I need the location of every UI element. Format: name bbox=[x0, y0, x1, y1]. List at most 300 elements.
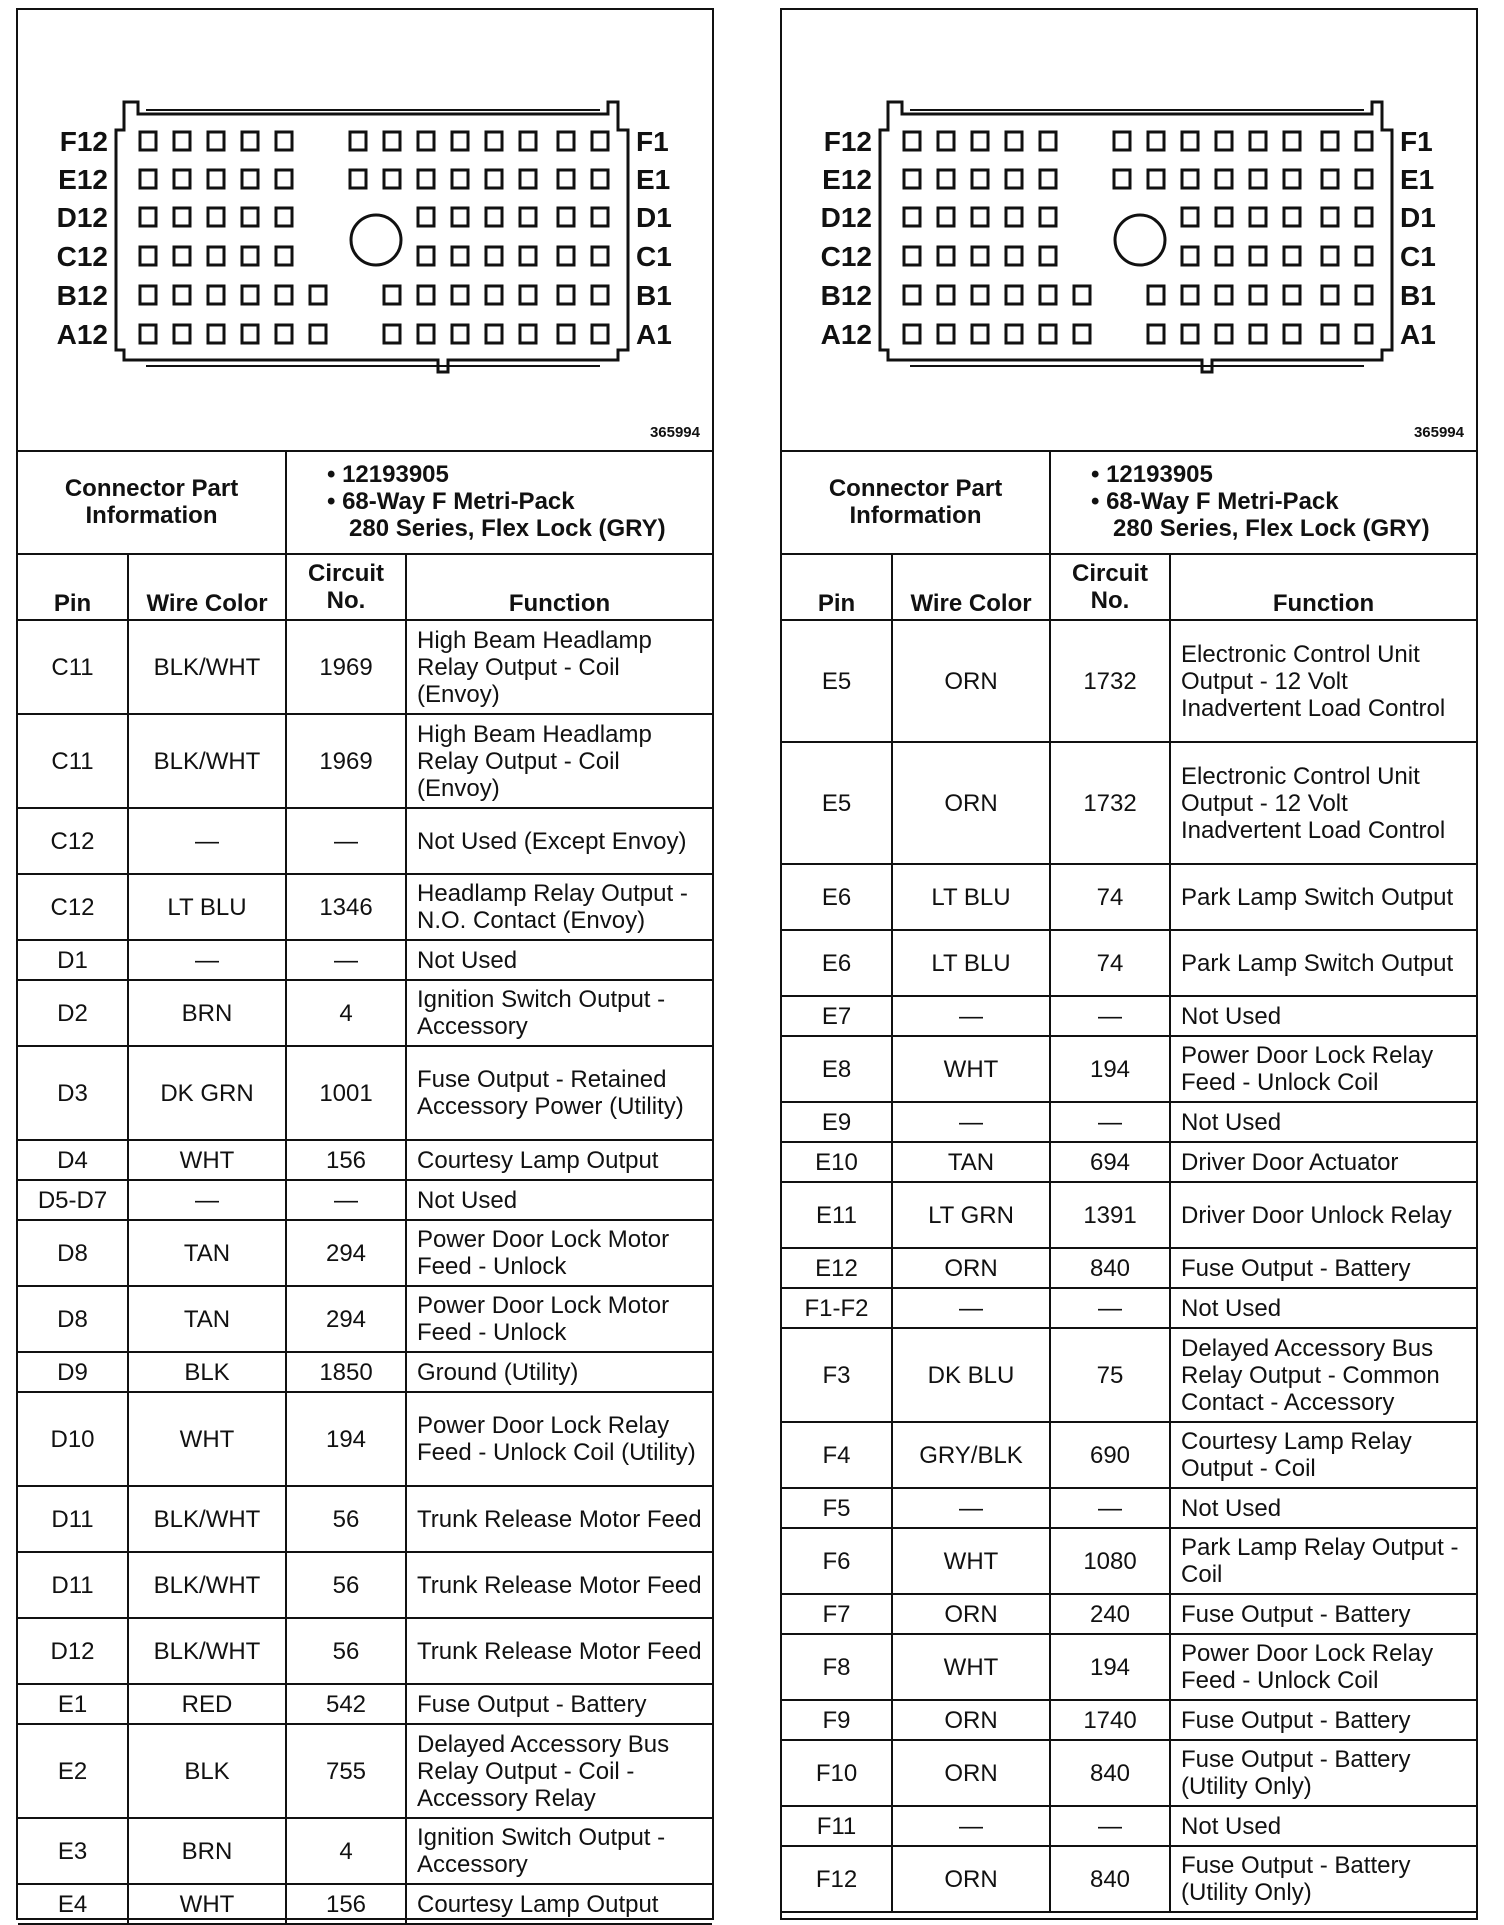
pin-cavity bbox=[418, 132, 434, 150]
row-label-right: B1 bbox=[1400, 280, 1436, 311]
table-row bbox=[18, 1724, 712, 1818]
table-row bbox=[18, 1818, 712, 1884]
pin-cavity bbox=[140, 208, 156, 226]
wire-color-cell: ORN bbox=[892, 1700, 1050, 1740]
wire-color-cell: LT BLU bbox=[128, 874, 286, 940]
pin-cavity bbox=[242, 132, 258, 150]
table-row bbox=[782, 1248, 1476, 1288]
pin-cell: D9 bbox=[18, 1352, 128, 1392]
wire-color-cell: — bbox=[128, 940, 286, 980]
pin-cavity bbox=[938, 286, 954, 304]
pin-cell: D12 bbox=[18, 1618, 128, 1684]
circuit-cell: 74 bbox=[1050, 864, 1170, 930]
function-cell: Not Used bbox=[1170, 1288, 1476, 1328]
pin-cavity bbox=[904, 132, 920, 150]
pin-cavity bbox=[452, 208, 468, 226]
circuit-cell: 690 bbox=[1050, 1422, 1170, 1488]
circuit-cell: — bbox=[1050, 1488, 1170, 1528]
pin-cavity bbox=[384, 286, 400, 304]
wire-color-cell: — bbox=[892, 1288, 1050, 1328]
row-label-left: D12 bbox=[820, 202, 872, 233]
circuit-cell: 840 bbox=[1050, 1740, 1170, 1806]
connector-description-2: 280 Series, Flex Lock (GRY) bbox=[349, 515, 666, 542]
pin-cavity bbox=[174, 132, 190, 150]
connector-description-1: • 68-Way F Metri-Pack bbox=[1091, 488, 1339, 515]
pin-cavity bbox=[1216, 286, 1232, 304]
circuit-cell: 156 bbox=[286, 1884, 406, 1924]
connector-face-drawing bbox=[782, 10, 1480, 450]
pin-cavity bbox=[1182, 170, 1198, 188]
table-row bbox=[18, 714, 712, 808]
pin-cell: D2 bbox=[18, 980, 128, 1046]
polarization-key bbox=[1115, 215, 1165, 265]
pin-cavity bbox=[1356, 132, 1372, 150]
pin-cavity bbox=[558, 325, 574, 343]
table-row bbox=[18, 1392, 712, 1486]
table-body-right bbox=[782, 620, 1476, 1912]
pin-cavity bbox=[486, 286, 502, 304]
table-row bbox=[18, 1486, 712, 1552]
header-wire-color: Wire Color bbox=[892, 554, 1050, 620]
wire-color-cell: RED bbox=[128, 1684, 286, 1724]
connector-info-row bbox=[18, 450, 712, 554]
circuit-cell: 56 bbox=[286, 1552, 406, 1618]
table-row bbox=[782, 1634, 1476, 1700]
pin-cavity bbox=[558, 170, 574, 188]
row-label-right: A1 bbox=[1400, 319, 1436, 350]
row-label-left: C12 bbox=[820, 241, 872, 272]
circuit-cell: 840 bbox=[1050, 1846, 1170, 1912]
pin-cavity bbox=[1322, 170, 1338, 188]
wire-color-cell: WHT bbox=[128, 1884, 286, 1924]
pin-cavity bbox=[1284, 247, 1300, 265]
pin-cavity bbox=[938, 132, 954, 150]
table-row bbox=[18, 1618, 712, 1684]
table-row bbox=[782, 1422, 1476, 1488]
pin-cavity bbox=[1182, 208, 1198, 226]
table-row bbox=[18, 1684, 712, 1724]
table-row bbox=[18, 1180, 712, 1220]
circuit-cell: — bbox=[286, 808, 406, 874]
pin-cavity bbox=[1284, 286, 1300, 304]
function-cell: Electronic Control Unit Output - 12 Volt Inadvertent Load Control bbox=[1170, 620, 1476, 742]
pin-cavity bbox=[1148, 286, 1164, 304]
pin-cavity bbox=[592, 325, 608, 343]
pin-cavity bbox=[208, 286, 224, 304]
row-label-left: B12 bbox=[820, 280, 872, 311]
pin-cavity bbox=[938, 208, 954, 226]
circuit-cell: 240 bbox=[1050, 1594, 1170, 1634]
wire-color-cell: ORN bbox=[892, 742, 1050, 864]
pin-cavity bbox=[1284, 208, 1300, 226]
table-row bbox=[782, 1846, 1476, 1912]
function-cell: Courtesy Lamp Output bbox=[406, 1140, 712, 1180]
circuit-cell: 755 bbox=[286, 1724, 406, 1818]
circuit-cell: 1732 bbox=[1050, 742, 1170, 864]
table-row bbox=[782, 620, 1476, 742]
pin-cavity bbox=[520, 132, 536, 150]
pin-cavity bbox=[1356, 286, 1372, 304]
pin-cell: E1 bbox=[18, 1684, 128, 1724]
pin-cavity bbox=[1006, 208, 1022, 226]
table-row bbox=[782, 1328, 1476, 1422]
connector-housing bbox=[116, 102, 628, 372]
function-cell: Not Used bbox=[1170, 1488, 1476, 1528]
wire-color-cell: TAN bbox=[128, 1286, 286, 1352]
connector-info-details bbox=[1050, 450, 1476, 554]
pin-cell: E2 bbox=[18, 1724, 128, 1818]
pin-cell: E12 bbox=[782, 1248, 892, 1288]
circuit-cell: 1080 bbox=[1050, 1528, 1170, 1594]
wire-color-cell: — bbox=[892, 996, 1050, 1036]
circuit-cell: — bbox=[1050, 996, 1170, 1036]
pin-cavity bbox=[174, 286, 190, 304]
pin-cell: F3 bbox=[782, 1328, 892, 1422]
pin-cavity bbox=[1182, 132, 1198, 150]
table-row bbox=[782, 1182, 1476, 1248]
circuit-cell: 75 bbox=[1050, 1328, 1170, 1422]
pin-cavity bbox=[208, 325, 224, 343]
circuit-cell: 194 bbox=[286, 1392, 406, 1486]
pin-cavity bbox=[972, 325, 988, 343]
function-cell: Fuse Output - Battery (Utility Only) bbox=[1170, 1740, 1476, 1806]
row-label-left: D12 bbox=[56, 202, 108, 233]
wire-color-cell: WHT bbox=[892, 1036, 1050, 1102]
wire-color-cell: LT GRN bbox=[892, 1182, 1050, 1248]
pin-cell: E5 bbox=[782, 742, 892, 864]
pin-cavity bbox=[276, 247, 292, 265]
pin-cavity bbox=[1250, 286, 1266, 304]
function-cell: Not Used bbox=[406, 940, 712, 980]
circuit-cell: 74 bbox=[1050, 930, 1170, 996]
pin-cavity bbox=[972, 170, 988, 188]
pin-cavity bbox=[1040, 170, 1056, 188]
header-wire-color: Wire Color bbox=[128, 554, 286, 620]
pin-cavity bbox=[520, 247, 536, 265]
pin-cavity bbox=[140, 170, 156, 188]
wire-color-cell: BRN bbox=[128, 1818, 286, 1884]
pin-cavity bbox=[1284, 325, 1300, 343]
pin-cavity bbox=[242, 286, 258, 304]
pin-cavity bbox=[1182, 247, 1198, 265]
wire-color-cell: TAN bbox=[128, 1220, 286, 1286]
header-pin: Pin bbox=[782, 554, 892, 620]
pin-cavity bbox=[520, 208, 536, 226]
wire-color-cell: BLK/WHT bbox=[128, 714, 286, 808]
circuit-cell: 1732 bbox=[1050, 620, 1170, 742]
pin-cell: F11 bbox=[782, 1806, 892, 1846]
pin-cell: D11 bbox=[18, 1552, 128, 1618]
table-row bbox=[782, 930, 1476, 996]
circuit-cell: 156 bbox=[286, 1140, 406, 1180]
pin-cell: E10 bbox=[782, 1142, 892, 1182]
function-cell: Electronic Control Unit Output - 12 Volt Inadvertent Load Control bbox=[1170, 742, 1476, 864]
wire-color-cell: ORN bbox=[892, 620, 1050, 742]
pin-cavity bbox=[1322, 247, 1338, 265]
wire-color-cell: DK GRN bbox=[128, 1046, 286, 1140]
pin-cell: E7 bbox=[782, 996, 892, 1036]
connector-description-1: • 68-Way F Metri-Pack bbox=[327, 488, 575, 515]
pin-cavity bbox=[174, 325, 190, 343]
function-cell: Courtesy Lamp Output bbox=[406, 1884, 712, 1924]
pin-cavity bbox=[904, 325, 920, 343]
connector-panel-right bbox=[780, 8, 1478, 1920]
function-cell: High Beam Headlamp Relay Output - Coil (Envoy) bbox=[406, 620, 712, 714]
table-row bbox=[18, 1884, 712, 1924]
wire-color-cell: LT BLU bbox=[892, 930, 1050, 996]
wire-color-cell: WHT bbox=[128, 1392, 286, 1486]
table-row bbox=[18, 1140, 712, 1180]
pin-cavity bbox=[350, 170, 366, 188]
circuit-cell: 1969 bbox=[286, 714, 406, 808]
pin-cavity bbox=[1040, 247, 1056, 265]
function-cell: Not Used (Except Envoy) bbox=[406, 808, 712, 874]
wire-color-cell: GRY/BLK bbox=[892, 1422, 1050, 1488]
part-number: • 12193905 bbox=[1091, 461, 1213, 488]
wire-color-cell: BLK bbox=[128, 1352, 286, 1392]
pin-cavity bbox=[1216, 170, 1232, 188]
function-cell: Trunk Release Motor Feed bbox=[406, 1552, 712, 1618]
pin-cell: F9 bbox=[782, 1700, 892, 1740]
pin-cavity bbox=[452, 325, 468, 343]
pin-cell: E6 bbox=[782, 864, 892, 930]
function-cell: Ignition Switch Output - Accessory bbox=[406, 980, 712, 1046]
header-pin: Pin bbox=[18, 554, 128, 620]
function-cell: Power Door Lock Relay Feed - Unlock Coil bbox=[1170, 1634, 1476, 1700]
row-label-right: A1 bbox=[636, 319, 672, 350]
pin-cavity bbox=[174, 247, 190, 265]
pin-cell: D1 bbox=[18, 940, 128, 980]
pin-cavity bbox=[208, 132, 224, 150]
pin-cavity bbox=[1322, 325, 1338, 343]
pin-cell: E11 bbox=[782, 1182, 892, 1248]
table-row bbox=[782, 1528, 1476, 1594]
pin-cavity bbox=[276, 286, 292, 304]
pin-cavity bbox=[452, 170, 468, 188]
pin-cell: F5 bbox=[782, 1488, 892, 1528]
wire-color-cell: DK BLU bbox=[892, 1328, 1050, 1422]
pin-cavity bbox=[418, 247, 434, 265]
table-row bbox=[18, 940, 712, 980]
pin-cavity bbox=[972, 132, 988, 150]
function-cell: Fuse Output - Battery bbox=[406, 1684, 712, 1724]
pin-cavity bbox=[452, 132, 468, 150]
pin-cavity bbox=[1322, 132, 1338, 150]
row-label-left: E12 bbox=[822, 164, 872, 195]
table-row bbox=[782, 1102, 1476, 1142]
pin-cavity bbox=[486, 325, 502, 343]
pin-cavity bbox=[904, 208, 920, 226]
pin-cavity bbox=[1250, 247, 1266, 265]
pin-cavity bbox=[310, 325, 326, 343]
table-header-row bbox=[782, 554, 1476, 620]
circuit-cell: 1346 bbox=[286, 874, 406, 940]
connector-info-label: Connector Part Information bbox=[782, 450, 1050, 554]
pin-cell: F10 bbox=[782, 1740, 892, 1806]
pin-cavity bbox=[384, 170, 400, 188]
table-row bbox=[18, 1046, 712, 1140]
function-cell: Park Lamp Relay Output - Coil bbox=[1170, 1528, 1476, 1594]
pin-cavity bbox=[592, 132, 608, 150]
pin-cavity bbox=[1216, 132, 1232, 150]
pin-cavity bbox=[1250, 170, 1266, 188]
pin-cavity bbox=[1006, 170, 1022, 188]
pin-cavity bbox=[520, 286, 536, 304]
connector-info-label: Connector Part Information bbox=[18, 450, 286, 554]
function-cell: Delayed Accessory Bus Relay Output - Coil - Accessory Relay bbox=[406, 1724, 712, 1818]
connector-panel-left bbox=[16, 8, 714, 1920]
table-row bbox=[18, 980, 712, 1046]
pin-cell: D11 bbox=[18, 1486, 128, 1552]
pin-cavity bbox=[208, 208, 224, 226]
function-cell: Driver Door Unlock Relay bbox=[1170, 1182, 1476, 1248]
pin-cavity bbox=[452, 286, 468, 304]
circuit-cell: 56 bbox=[286, 1486, 406, 1552]
pin-cavity bbox=[140, 286, 156, 304]
wire-color-cell: TAN bbox=[892, 1142, 1050, 1182]
wire-color-cell: — bbox=[892, 1102, 1050, 1142]
pin-cell: C11 bbox=[18, 620, 128, 714]
pin-cavity bbox=[140, 247, 156, 265]
table-row bbox=[782, 1740, 1476, 1806]
pin-cavity bbox=[972, 286, 988, 304]
pin-cavity bbox=[208, 170, 224, 188]
pin-cavity bbox=[1356, 170, 1372, 188]
row-label-right: B1 bbox=[636, 280, 672, 311]
function-cell: Not Used bbox=[1170, 996, 1476, 1036]
header-circuit-no: Circuit No. bbox=[286, 554, 406, 620]
circuit-cell: 56 bbox=[286, 1618, 406, 1684]
figure-number: 365994 bbox=[1413, 424, 1464, 441]
pin-cavity bbox=[1074, 325, 1090, 343]
pin-cell: D4 bbox=[18, 1140, 128, 1180]
pin-cavity bbox=[350, 132, 366, 150]
pin-cavity bbox=[242, 208, 258, 226]
function-cell: Not Used bbox=[406, 1180, 712, 1220]
pin-cavity bbox=[174, 170, 190, 188]
pin-cavity bbox=[1148, 170, 1164, 188]
pin-cavity bbox=[972, 247, 988, 265]
function-cell: Fuse Output - Battery bbox=[1170, 1700, 1476, 1740]
pin-cavity bbox=[486, 132, 502, 150]
table-row bbox=[782, 864, 1476, 930]
row-label-right: F1 bbox=[636, 126, 669, 157]
pin-cavity bbox=[938, 247, 954, 265]
pin-cell: F7 bbox=[782, 1594, 892, 1634]
pin-cell: E4 bbox=[18, 1884, 128, 1924]
circuit-cell: 4 bbox=[286, 980, 406, 1046]
pin-cavity bbox=[418, 325, 434, 343]
row-label-right: F1 bbox=[1400, 126, 1433, 157]
table-header-row bbox=[18, 554, 712, 620]
pin-cavity bbox=[1148, 132, 1164, 150]
header-function: Function bbox=[1170, 554, 1476, 620]
wire-color-cell: BLK/WHT bbox=[128, 1552, 286, 1618]
pin-cell: E6 bbox=[782, 930, 892, 996]
function-cell: Fuse Output - Battery bbox=[1170, 1248, 1476, 1288]
table-row bbox=[18, 1552, 712, 1618]
pin-cavity bbox=[242, 325, 258, 343]
pin-cavity bbox=[904, 170, 920, 188]
pin-cavity bbox=[938, 325, 954, 343]
pinout-table bbox=[782, 450, 1476, 1913]
function-cell: High Beam Headlamp Relay Output - Coil (Envoy) bbox=[406, 714, 712, 808]
pin-cavity bbox=[174, 208, 190, 226]
pin-cell: C12 bbox=[18, 808, 128, 874]
row-label-right: E1 bbox=[1400, 164, 1435, 195]
function-cell: Power Door Lock Relay Feed - Unlock Coil bbox=[1170, 1036, 1476, 1102]
pin-cavity bbox=[140, 132, 156, 150]
pin-cavity bbox=[592, 286, 608, 304]
pin-cavity bbox=[592, 208, 608, 226]
circuit-cell: 694 bbox=[1050, 1142, 1170, 1182]
function-cell: Park Lamp Switch Output bbox=[1170, 930, 1476, 996]
wire-color-cell: ORN bbox=[892, 1740, 1050, 1806]
wire-color-cell: LT BLU bbox=[892, 864, 1050, 930]
pin-cavity bbox=[1040, 208, 1056, 226]
pin-cell: D3 bbox=[18, 1046, 128, 1140]
table-row bbox=[782, 1036, 1476, 1102]
pin-cell: D5-D7 bbox=[18, 1180, 128, 1220]
connector-diagram bbox=[782, 10, 1476, 452]
row-label-right: D1 bbox=[636, 202, 672, 233]
pin-cavity bbox=[486, 247, 502, 265]
pin-cavity bbox=[418, 286, 434, 304]
pin-cavity bbox=[1114, 132, 1130, 150]
header-circuit-no: Circuit No. bbox=[1050, 554, 1170, 620]
circuit-cell: — bbox=[286, 1180, 406, 1220]
wire-color-cell: — bbox=[892, 1806, 1050, 1846]
pin-cavity bbox=[1182, 325, 1198, 343]
table-row bbox=[782, 1806, 1476, 1846]
wire-color-cell: BLK/WHT bbox=[128, 1618, 286, 1684]
wire-color-cell: — bbox=[892, 1488, 1050, 1528]
circuit-cell: — bbox=[1050, 1102, 1170, 1142]
circuit-cell: 4 bbox=[286, 1818, 406, 1884]
wire-color-cell: BLK/WHT bbox=[128, 620, 286, 714]
pin-cavity bbox=[1322, 286, 1338, 304]
function-cell: Ignition Switch Output - Accessory bbox=[406, 1818, 712, 1884]
circuit-cell: 840 bbox=[1050, 1248, 1170, 1288]
circuit-cell: 542 bbox=[286, 1684, 406, 1724]
pin-cavity bbox=[276, 208, 292, 226]
function-cell: Trunk Release Motor Feed bbox=[406, 1486, 712, 1552]
pin-cavity bbox=[558, 247, 574, 265]
pin-cavity bbox=[486, 170, 502, 188]
pin-cavity bbox=[418, 170, 434, 188]
pin-cavity bbox=[1356, 247, 1372, 265]
pin-cavity bbox=[1148, 325, 1164, 343]
connector-diagram bbox=[18, 10, 712, 452]
pinout-table bbox=[18, 450, 712, 1925]
circuit-cell: — bbox=[286, 940, 406, 980]
function-cell: Not Used bbox=[1170, 1806, 1476, 1846]
circuit-cell: 1001 bbox=[286, 1046, 406, 1140]
table-row bbox=[782, 1142, 1476, 1182]
row-label-left: A12 bbox=[56, 319, 108, 350]
pin-cavity bbox=[1216, 208, 1232, 226]
pin-cell: E3 bbox=[18, 1818, 128, 1884]
function-cell: Fuse Output - Retained Accessory Power (Utility) bbox=[406, 1046, 712, 1140]
wire-color-cell: BLK/WHT bbox=[128, 1486, 286, 1552]
row-label-right: C1 bbox=[636, 241, 672, 272]
function-cell: Power Door Lock Motor Feed - Unlock bbox=[406, 1286, 712, 1352]
connector-info-row bbox=[782, 450, 1476, 554]
connector-housing bbox=[880, 102, 1392, 372]
circuit-cell: 194 bbox=[1050, 1036, 1170, 1102]
pin-cavity bbox=[938, 170, 954, 188]
function-cell: Power Door Lock Motor Feed - Unlock bbox=[406, 1220, 712, 1286]
